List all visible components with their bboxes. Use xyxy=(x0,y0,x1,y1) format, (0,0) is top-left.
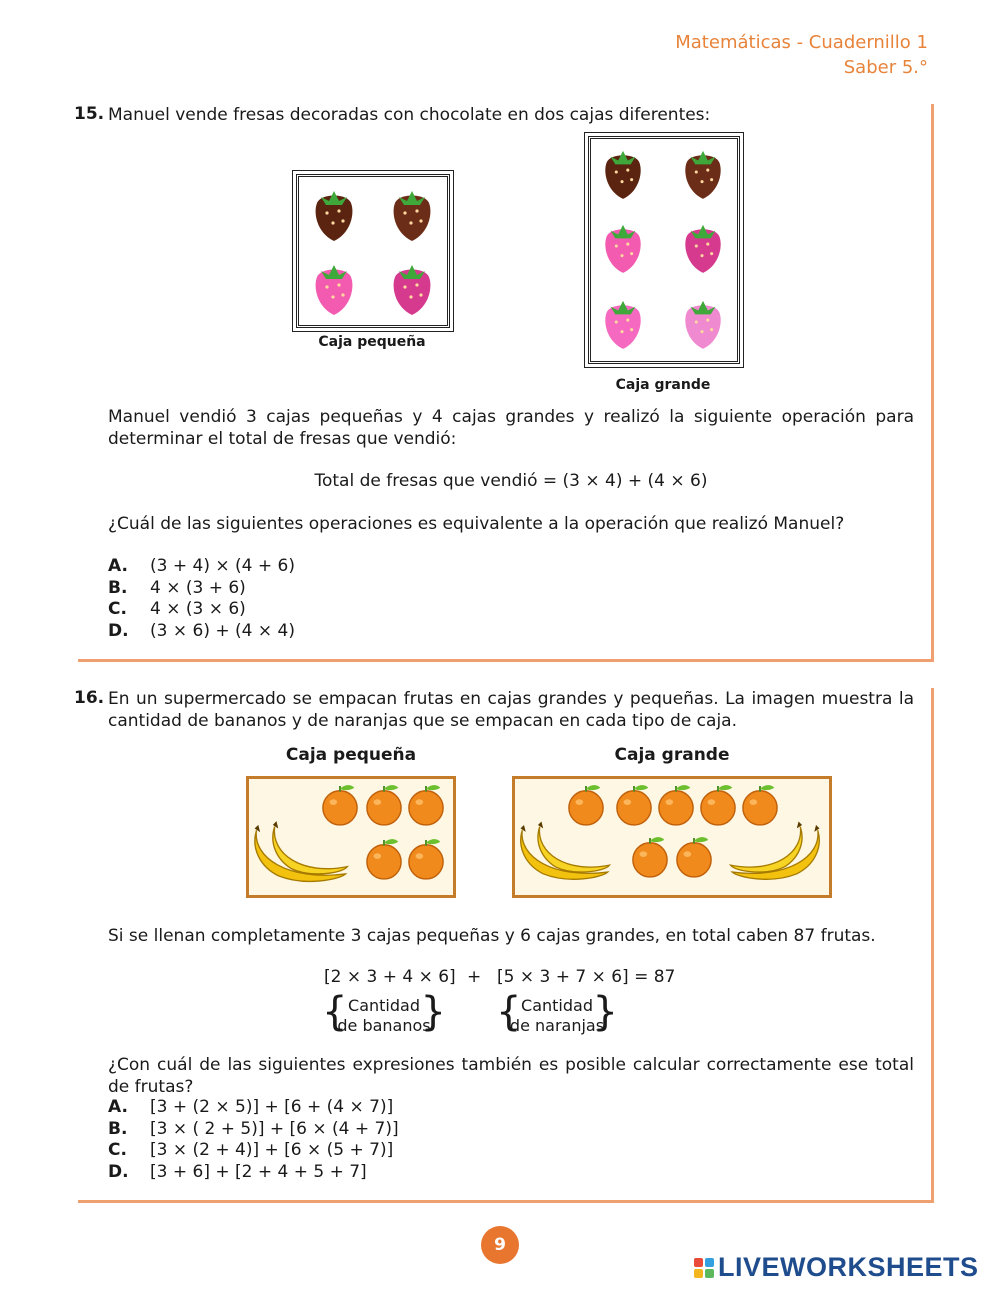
right-brace-icon: } xyxy=(592,989,618,1035)
option-text: [3 + (2 × 5)] + [6 + (4 × 7)] xyxy=(150,1097,394,1117)
large-fruit-image xyxy=(515,779,829,895)
brace-bananas xyxy=(322,989,446,1036)
option-a[interactable] xyxy=(108,1097,399,1119)
option-letter: B. xyxy=(108,1118,128,1139)
question-15 xyxy=(74,104,934,662)
large-box-title: Caja grande xyxy=(614,745,730,765)
brace-oranges xyxy=(496,989,618,1036)
brace-label-line1: Cantidad xyxy=(348,996,420,1015)
option-d[interactable] xyxy=(108,621,295,643)
question-text: Manuel vendió 3 cajas pequeñas y 4 cajas grandes y realizó la siguiente operación para determinar el total de fresas que vendió: xyxy=(108,407,914,449)
question-text: Si se llenan completamente 3 cajas pequeñas y 6 cajas grandes, en total caben 87 frutas. xyxy=(108,926,876,946)
option-letter: A. xyxy=(108,556,128,576)
small-box-title: Caja pequeña xyxy=(285,745,417,765)
option-text: [3 × (2 + 4)] + [6 × (5 + 7)] xyxy=(150,1140,394,1160)
question-number: 15. xyxy=(74,104,105,124)
option-letter: B. xyxy=(108,577,128,598)
left-brace-icon: { xyxy=(496,989,522,1035)
options-list xyxy=(108,556,295,642)
option-letter: C. xyxy=(108,1140,127,1160)
formula-plus: + xyxy=(467,967,482,987)
option-letter: A. xyxy=(108,1097,128,1117)
small-fruit-box xyxy=(246,776,456,898)
left-brace-icon: { xyxy=(322,989,348,1035)
strawberry-grid-small xyxy=(299,177,447,325)
option-d[interactable] xyxy=(108,1162,399,1184)
option-text: [3 + 6] + [2 + 4 + 5 + 7] xyxy=(150,1161,367,1182)
option-a[interactable] xyxy=(108,556,295,578)
page-number: 9 xyxy=(481,1226,519,1264)
small-box-caption: Caja pequeña xyxy=(318,334,426,350)
option-text: [3 × ( 2 + 5)] + [6 × (4 + 7)] xyxy=(150,1118,399,1139)
strawberry-grid-large xyxy=(591,139,737,361)
formula: Total de fresas que vendió = (3 × 4) + (4 × 6) xyxy=(314,471,708,491)
brace-label-line1: Cantidad xyxy=(521,996,593,1015)
question-stem: En un supermercado se empacan frutas en cajas grandes y pequeñas. La imagen muestra la cantidad de bananos y de naranjas que se empacan en cada tipo de caja. xyxy=(108,689,914,731)
question-prompt: ¿Cuál de las siguientes operaciones es equivalente a la operación que realizó Manuel? xyxy=(108,514,845,534)
options-list xyxy=(108,1097,399,1183)
header xyxy=(675,30,928,80)
large-box-caption: Caja grande xyxy=(615,377,711,393)
large-box-image xyxy=(588,136,740,364)
header-subject: Matemáticas - Cuadernillo 1 xyxy=(675,32,928,53)
option-text: (3 × 6) + (4 × 4) xyxy=(150,620,295,641)
large-fruit-box xyxy=(512,776,832,898)
logo-squares-icon xyxy=(694,1258,714,1278)
right-brace-icon: } xyxy=(420,989,446,1035)
option-letter: C. xyxy=(108,599,127,619)
logo-text: LIVEWORKSHEETS xyxy=(718,1252,979,1282)
option-b[interactable] xyxy=(108,578,295,600)
option-letter: D. xyxy=(108,1161,129,1182)
option-text: 4 × (3 + 6) xyxy=(150,577,246,598)
brace-label-line2: de naranjas xyxy=(509,1016,605,1035)
question-number: 16. xyxy=(74,688,105,708)
liveworksheets-logo[interactable] xyxy=(694,1252,979,1283)
formula-left: [2 × 3 + 4 × 6] xyxy=(324,967,456,987)
option-letter: D. xyxy=(108,620,129,641)
formula-right: [5 × 3 + 7 × 6] = 87 xyxy=(497,967,676,987)
question-16 xyxy=(74,688,934,1203)
small-box-image xyxy=(296,174,450,328)
question-prompt: ¿Con cuál de las siguientes expresiones también es posible calcular correctamente ese total de frutas? xyxy=(108,1055,914,1097)
option-c[interactable] xyxy=(108,1140,399,1162)
header-grade: Saber 5.° xyxy=(843,57,928,78)
brace-label-line2: de bananos xyxy=(337,1016,431,1035)
question-stem: Manuel vende fresas decoradas con chocolate en dos cajas diferentes: xyxy=(108,105,711,125)
option-text: (3 + 4) × (4 + 6) xyxy=(150,556,295,576)
option-b[interactable] xyxy=(108,1119,399,1141)
option-text: 4 × (3 × 6) xyxy=(150,599,246,619)
option-c[interactable] xyxy=(108,599,295,621)
small-fruit-image xyxy=(249,779,453,895)
